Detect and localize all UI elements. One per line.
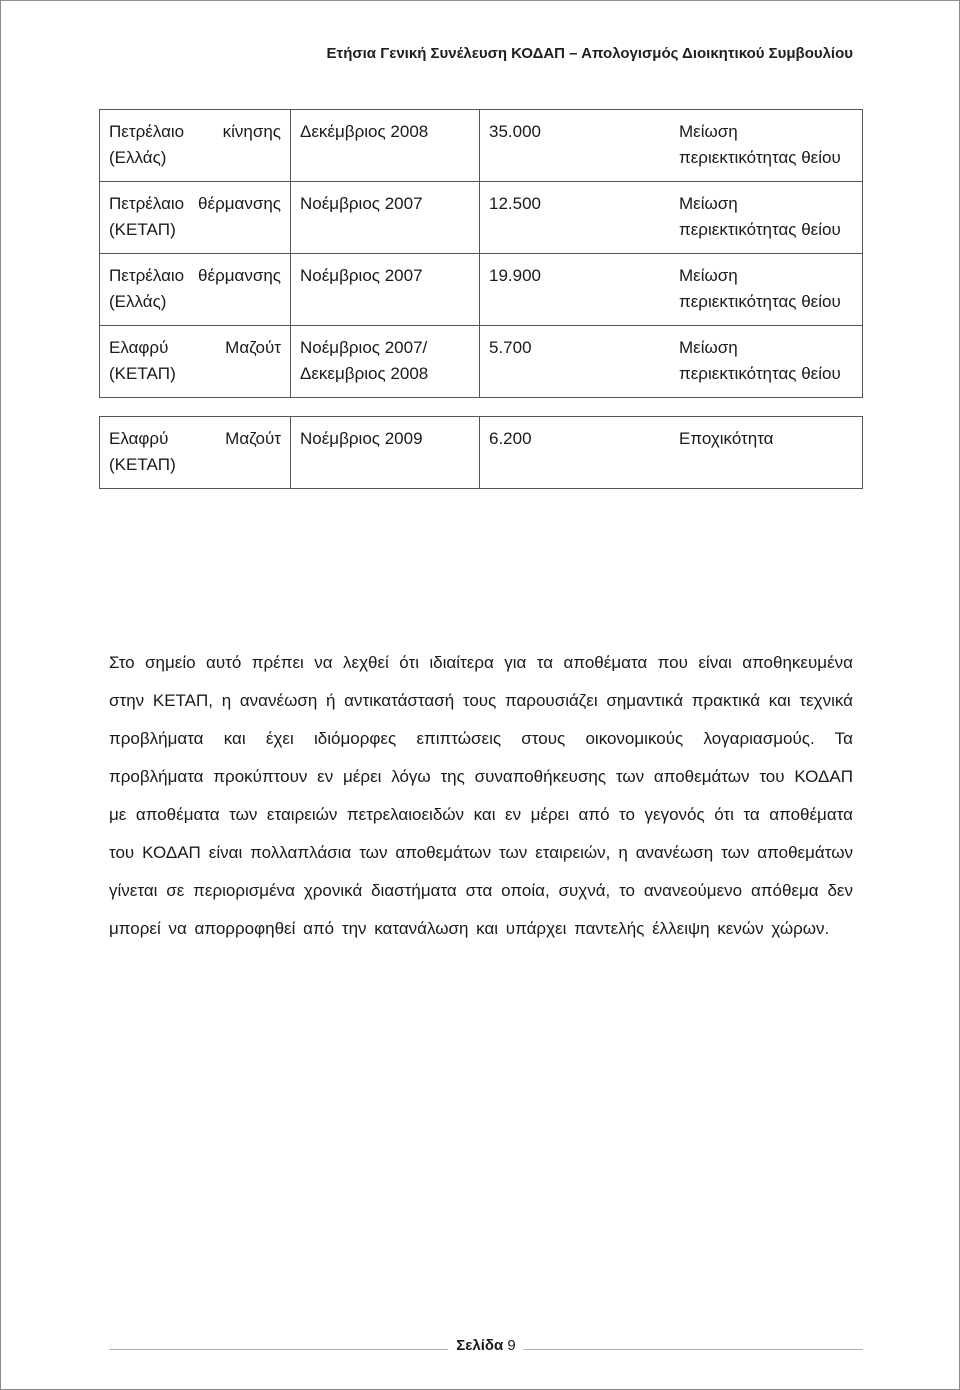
- page-number-label: Σελίδα 9: [448, 1337, 523, 1354]
- product-cell: Πετρέλαιο θέρμανσης (Ελλάς): [100, 254, 291, 326]
- date-cell: Νοέμβριος 2009: [291, 417, 480, 489]
- product-cell: Πετρέλαιο κίνησης (Ελλάς): [100, 110, 291, 182]
- body-paragraph: Στο σημείο αυτό πρέπει να λεχθεί ότι ιδιαίτερα για τα αποθέματα που είναι αποθηκευμένα στην ΚΕΤΑΠ, η ανανέωση ή αντικατάστασή τους παρουσιάζει σημαντικά πρακτικά και τεχνικά προβλήματα και έχει ιδιόμορφες επιπτώσεις στους οικονομικούς λογαριασμούς. Τα προβλήματα προκύπτουν εν μέρει λόγω της συναποθήκευσης των αποθεμάτων του ΚΟΔΑΠ με αποθέματα των εταιρειών πετρελαιοειδών και εν μέρει από το γεγονός ότι τα αποθέματα του ΚΟΔΑΠ είναι πολλαπλάσια των αποθεμάτων των εταιρειών, η ανανέωση των αποθεμάτων γίνεται σε περιορισμένα χρονικά διαστήματα στα οποία, συχνά, το ανανεούμενο απόθεμα δεν μπορεί να απορροφηθεί από την κατανάλωση και υπάρχει παντελής έλλειψη κενών χώρων.: [109, 653, 853, 938]
- product-cell: Πετρέλαιο θέρμανσης (ΚΕΤΑΠ): [100, 182, 291, 254]
- table-row: [100, 182, 863, 254]
- product-cell: Ελαφρύ Μαζούτ (ΚΕΤΑΠ): [100, 326, 291, 398]
- quantity-cell: 5.700: [480, 326, 671, 398]
- reason-cell: Εποχικότητα: [670, 417, 863, 489]
- table-gap-row: [100, 398, 863, 417]
- stock-renewal-table: [99, 109, 863, 489]
- page-footer: [109, 1337, 863, 1361]
- table-row: [100, 326, 863, 398]
- date-cell: Νοέμβριος 2007: [291, 254, 480, 326]
- quantity-cell: 35.000: [480, 110, 671, 182]
- reason-cell: Μείωση περιεκτικότητας θείου: [670, 326, 863, 398]
- quantity-cell: 12.500: [480, 182, 671, 254]
- product-cell: Ελαφρύ Μαζούτ (ΚΕΤΑΠ): [100, 417, 291, 489]
- quantity-cell: 6.200: [480, 417, 671, 489]
- table-row: [100, 417, 863, 489]
- table-row: [100, 254, 863, 326]
- reason-cell: Μείωση περιεκτικότητας θείου: [670, 182, 863, 254]
- date-cell: Νοέμβριος 2007/Δεκεμβριος 2008: [291, 326, 480, 398]
- quantity-cell: 19.900: [480, 254, 671, 326]
- running-header: Ετήσια Γενική Συνέλευση ΚΟΔΑΠ – Απολογισμός Διοικητικού Συμβουλίου: [326, 45, 853, 62]
- date-cell: Δεκέμβριος 2008: [291, 110, 480, 182]
- reason-cell: Μείωση περιεκτικότητας θείου: [670, 254, 863, 326]
- date-cell: Νοέμβριος 2007: [291, 182, 480, 254]
- reason-cell: Μείωση περιεκτικότητας θείου: [670, 110, 863, 182]
- table-row: [100, 110, 863, 182]
